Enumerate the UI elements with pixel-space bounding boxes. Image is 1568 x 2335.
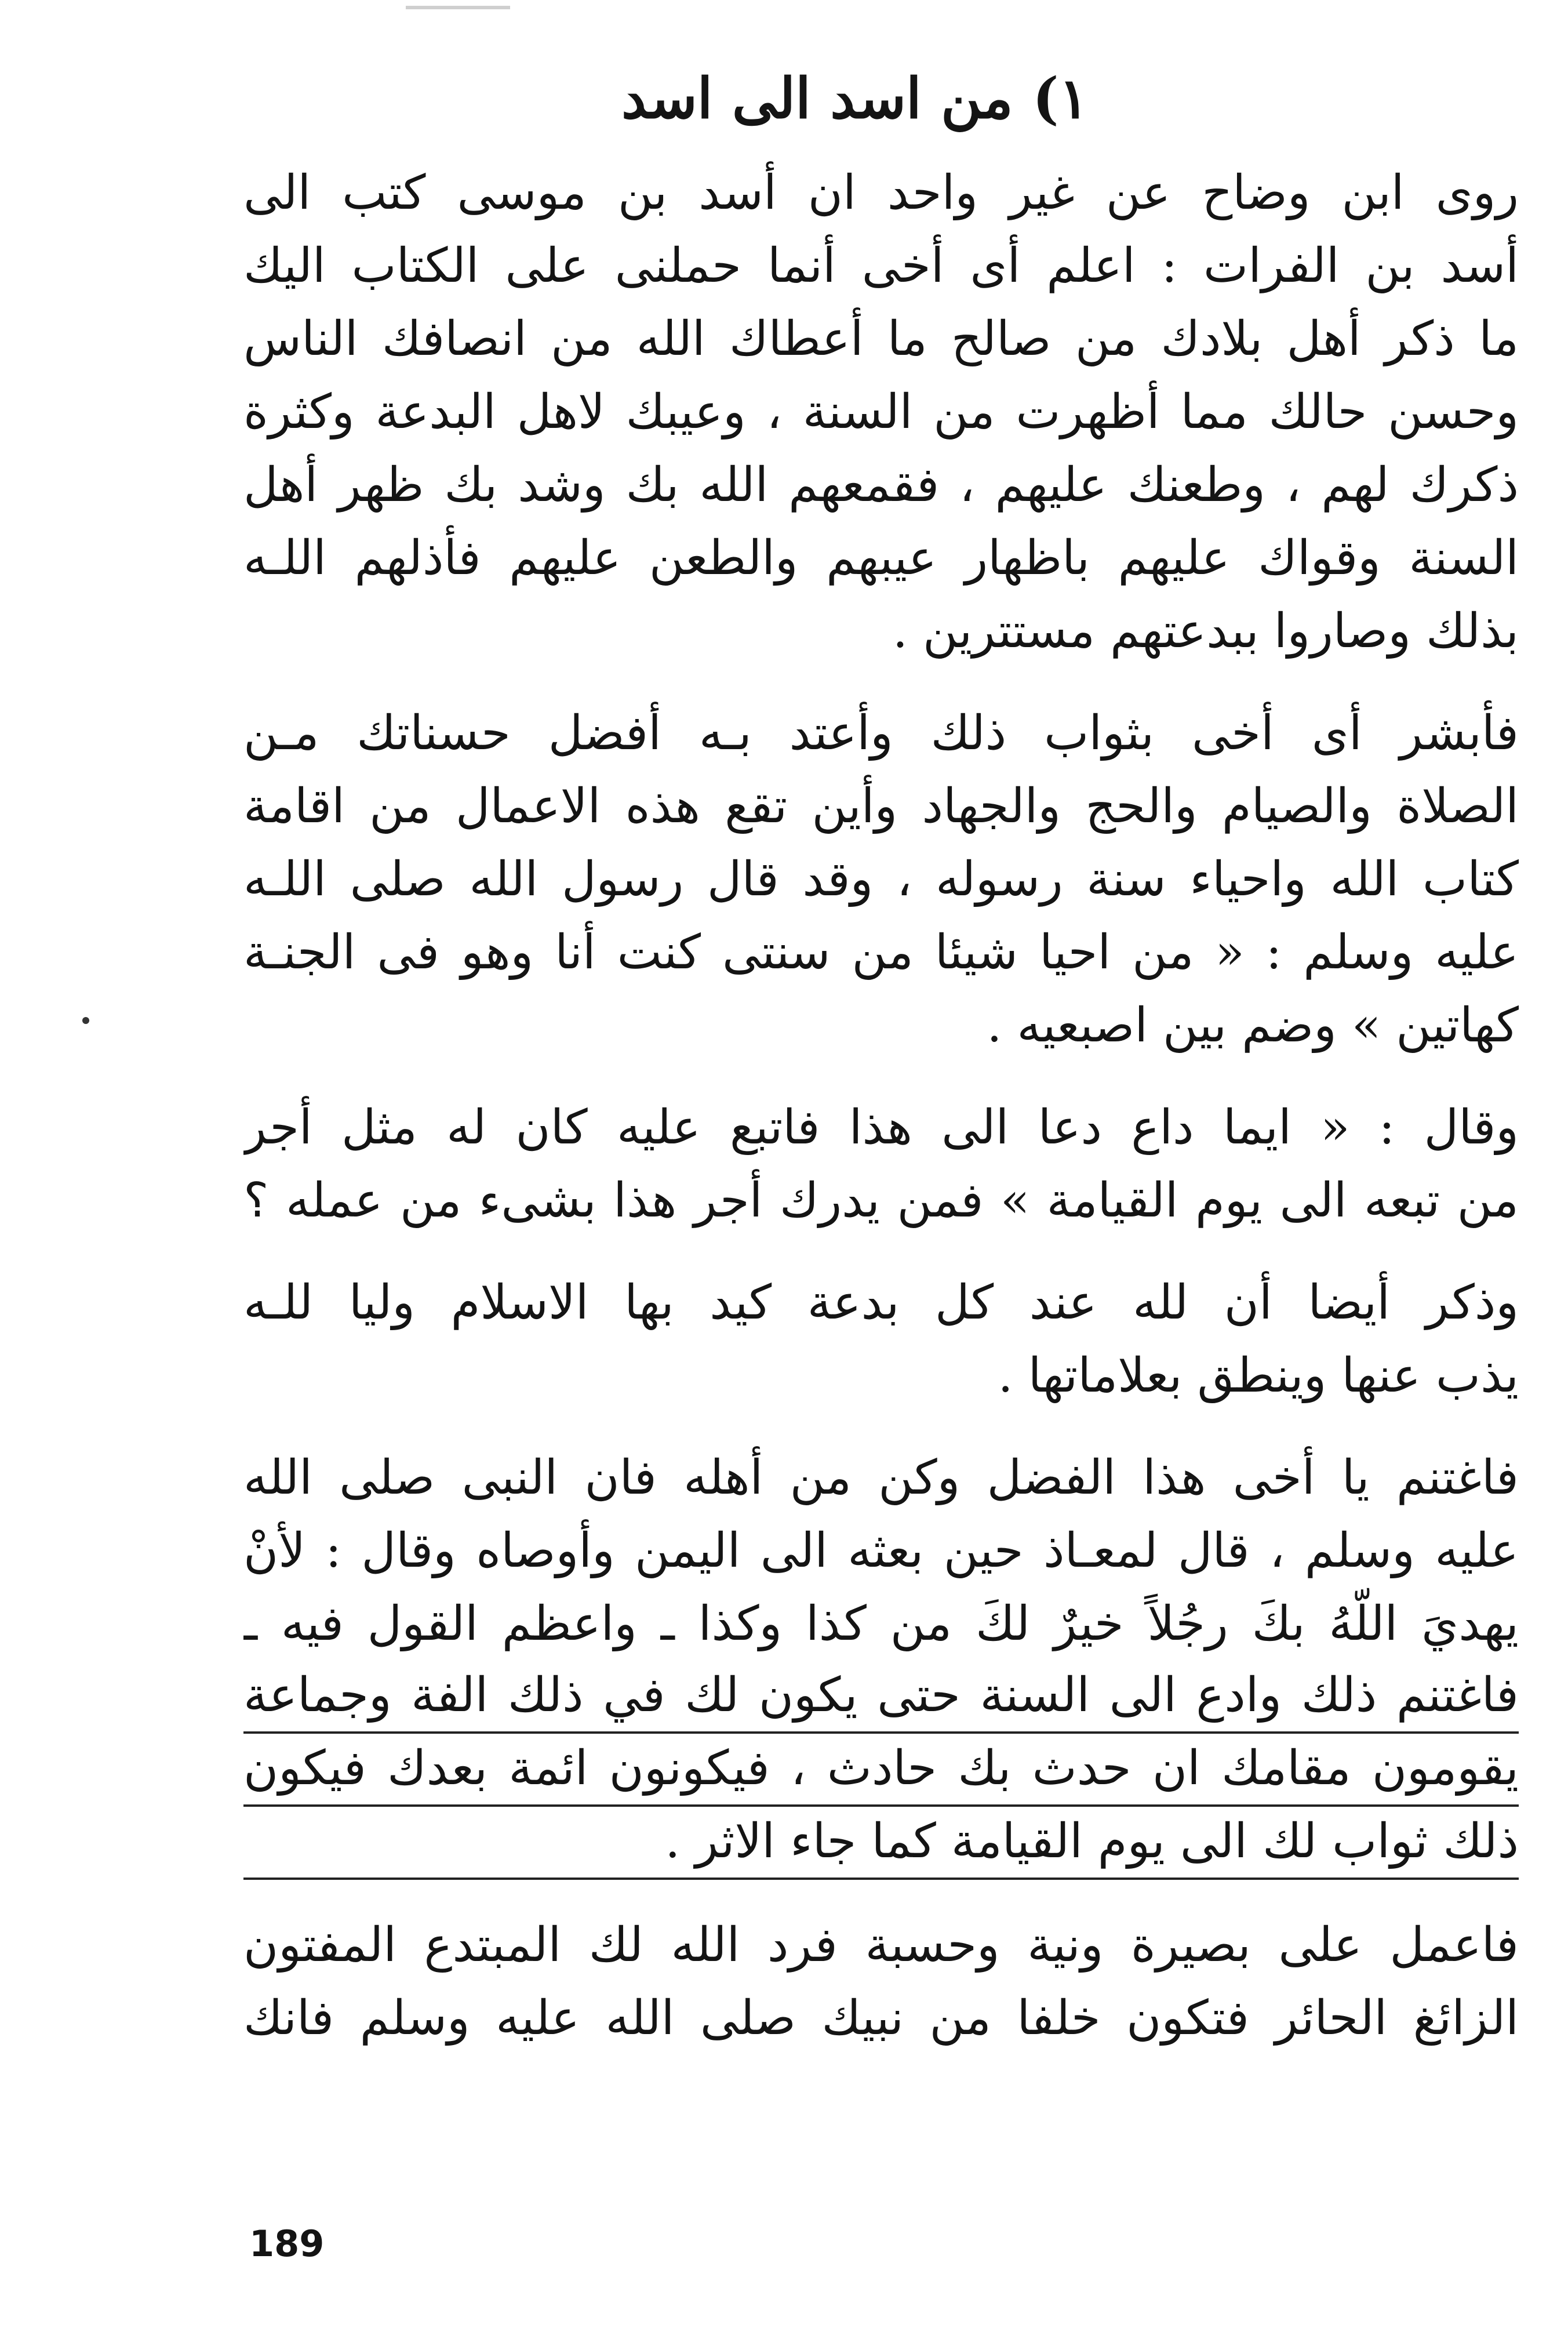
text-line: فاغتنم يا أخى هذا الفضل وكن من أهله فان النبى صلى الله [243,1450,1519,1505]
text-line: كهاتين » وضم بين اصبعيه . [987,998,1519,1053]
text-line: وذكر أيضا أن لله عند كل بدعة كيد بها الاسلام وليا للـه [243,1275,1519,1330]
text-line: روى ابن وضاح عن غير واحد ان أسد بن موسى كتب الى [243,165,1519,220]
text-line: فأبشر أى أخى بثواب ذلك وأعتد بـه أفضل حسناتك مـن [243,706,1519,761]
underlined-text-line: فاغتنم ذلك وادع الى السنة حتى يكون لك في ذلك الفة وجماعة [243,1661,1519,1734]
text-line: الزائغ الحائر فتكون خلفا من نبيك صلى الله عليه وسلم فانك [243,1991,1519,2046]
text-line: من تبعه الى يوم القيامة » فمن يدرك أجر هذا بشىء من عمله ؟ [243,1173,1519,1228]
text-line: ذكرك لهم ، وطعنك عليهم ، فقمعهم الله بك وشد بك ظهر أهل [243,457,1519,513]
text-line: بذلك وصاروا ببدعتهم مستترين . [892,604,1519,659]
section-heading: ١) من اسد الى اسد [621,66,1089,131]
text-line: الصلاة والصيام والحج والجهاد وأين تقع هذه الاعمال من اقامة [243,779,1519,834]
text-line: عليه وسلم : « من احيا شيئا من سنتى كنت أنا وهو فى الجنـة [243,925,1519,980]
paragraph-2 [243,697,1519,1062]
text-line: وقال : « ايما داع دعا الى هذا فاتبع عليه كان له مثل أجر [243,1100,1519,1155]
paragraph-6 [243,1909,1519,2055]
text-line: فاعمل على بصيرة ونية وحسبة فرد الله لك المبتدع المفتون [243,1918,1519,1973]
page-number: 189 [249,2223,325,2265]
body-text [243,157,1519,2084]
paragraph-1 [243,157,1519,668]
text-line: السنة وقواك عليهم باظهار عيبهم والطعن عليهم فأذلهم اللـه [243,531,1519,586]
scan-mark [406,6,510,9]
text-line: يهديَ اللَّهُ بكَ رجُلاً خيرٌ لكَ من كذا وكذا ـ واعظم القول فيه ـ [243,1596,1519,1651]
text-line: عليه وسلم ، قال لمعـاذ حين بعثه الى اليمن وأوصاه وقال : لأنْ [243,1523,1519,1578]
text-line: ما ذكر أهل بلادك من صالح ما أعطاك الله من انصافك الناس [243,311,1519,366]
underlined-text-line: ذلك ثواب لك الى يوم القيامة كما جاء الاثر . [243,1807,1519,1880]
paragraph-3 [243,1091,1519,1237]
underlined-text-line: يقومون مقامك ان حدث بك حادث ، فيكونون ائمة بعدك فيكون [243,1734,1519,1807]
paragraph-5 [243,1441,1519,1880]
text-line: يذب عنها وينطق بعلاماتها . [998,1348,1519,1403]
paragraph-4 [243,1266,1519,1412]
margin-dot [82,1017,89,1024]
text-line: وحسن حالك مما أظهرت من السنة ، وعيبك لاهل البدعة وكثرة [243,384,1519,440]
text-line: أسد بن الفرات : اعلم أى أخى أنما حملنى على الكتاب اليك [243,238,1519,293]
text-line: كتاب الله واحياء سنة رسوله ، وقد قال رسول الله صلى اللـه [243,852,1519,907]
